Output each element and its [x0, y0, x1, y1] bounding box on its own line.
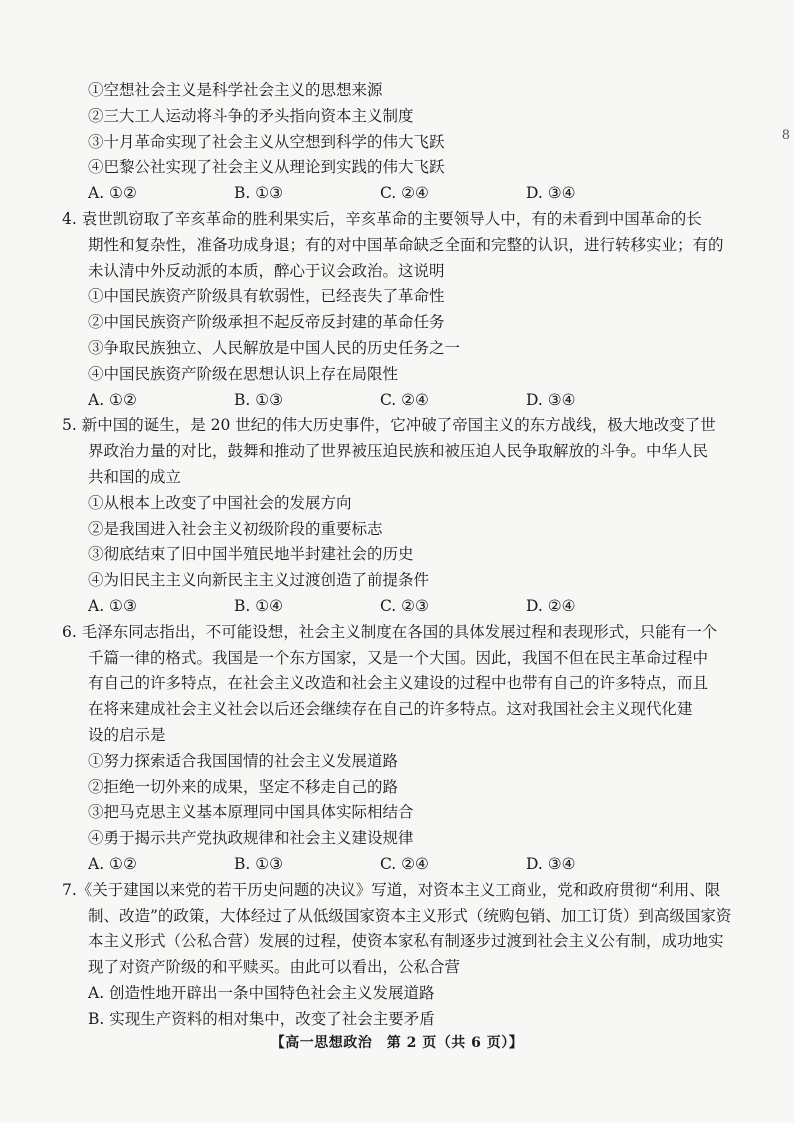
question-4 [62, 207, 724, 413]
q5-choice-c[interactable]: C. ②③ [380, 596, 429, 615]
q5-stem-line-3: 共和国的成立 [88, 467, 182, 486]
q6-stem-line-2: 千篇一律的格式。我国是一个东方国家，又是一个大国。因此，我国不但在民主革命过程中 [88, 648, 709, 667]
q4-choice-b[interactable]: B. ①③ [234, 390, 284, 409]
q7-stem-line-3: 本主义形式（公私合营）发展的过程，使资本家私有制逐步过渡到社会主义公有制，成功地实 [88, 932, 724, 951]
q4-option-4: ④中国民族资产阶级在思想认识上存在局限性 [88, 364, 399, 383]
q3-option-3: ③十月革命实现了社会主义从空想到科学的伟大飞跃 [88, 132, 445, 151]
edge-mark: 8 [781, 128, 790, 143]
q7-stem-line-2: 制、改造”的政策，大体经过了从低级国家资本主义形式（统购包销、加工订货）到高级国家资 [88, 906, 732, 925]
exam-page [62, 78, 732, 1032]
q4-option-1: ①中国民族资产阶级具有软弱性，已经丧失了革命性 [88, 287, 445, 306]
q3-choice-a[interactable]: A. ①② [88, 184, 137, 203]
q6-stem-line-1: 6. 毛泽东同志指出，不可能设想，社会主义制度在各国的具体发展过程和表现形式，只能有一个 [62, 622, 718, 641]
q5-option-4: ④为旧民主主义向新民主主义过渡创造了前提条件 [88, 571, 430, 590]
q6-stem-line-4: 在将来建成社会主义社会以后还会继续存在自己的许多特点。这对我国社会主义现代化建 [88, 700, 693, 719]
q3-option-4: ④巴黎公社实现了社会主义从理论到实践的伟大飞跃 [88, 158, 445, 177]
q3-choice-b[interactable]: B. ①③ [234, 184, 284, 203]
q6-choices [62, 852, 712, 878]
q5-choice-b[interactable]: B. ①④ [234, 596, 284, 615]
q6-stem-line-3: 有自己的许多特点，在社会主义改造和社会主义建设的过程中也带有自己的许多特点，而且 [88, 674, 709, 693]
question-5 [62, 413, 716, 619]
q5-choice-d[interactable]: D. ②④ [526, 596, 576, 615]
q4-stem-line-1: 4. 袁世凯窃取了辛亥革命的胜利果实后，辛亥革命的主要领导人中，有的未看到中国革命的长 [62, 209, 702, 228]
q7-option-a[interactable]: A. 创造性地开辟出一条中国特色社会主义发展道路 [88, 983, 435, 1002]
q6-option-1: ①努力探索适合我国国情的社会主义发展道路 [88, 751, 399, 770]
q5-stem-line-1: 5. 新中国的诞生，是 20 世纪的伟大历史事件，它冲破了帝国主义的东方战线，极大地改变了世 [62, 416, 716, 435]
q6-choice-d[interactable]: D. ③④ [526, 854, 576, 873]
q5-option-3: ③彻底结束了旧中国半殖民地半封建社会的历史 [88, 545, 414, 564]
q6-option-4: ④勇于揭示共产党执政规律和社会主义建设规律 [88, 829, 414, 848]
q4-choices [62, 388, 712, 414]
q5-option-1: ①从根本上改变了中国社会的发展方向 [88, 493, 352, 512]
q3-choice-c[interactable]: C. ②④ [380, 184, 429, 203]
q6-choice-c[interactable]: C. ②④ [380, 854, 429, 873]
q4-option-2: ②中国民族资产阶级承担不起反帝反封建的革命任务 [88, 313, 445, 332]
q4-stem-line-3: 未认清中外反动派的本质，醉心于议会政治。这说明 [88, 261, 445, 280]
question-6 [62, 620, 718, 878]
q3-choice-d[interactable]: D. ③④ [526, 184, 576, 203]
q6-option-3: ③把马克思主义基本原理同中国具体实际相结合 [88, 803, 414, 822]
q7-stem-line-4: 现了对资产阶级的和平赎买。由此可以看出，公私合营 [88, 958, 461, 977]
q3-option-2: ②三大工人运动将斗争的矛头指向资本主义制度 [88, 106, 414, 125]
q5-choice-a[interactable]: A. ①③ [88, 596, 137, 615]
q3-choices [62, 181, 712, 207]
q5-option-2: ②是我国进入社会主义初级阶段的重要标志 [88, 519, 383, 538]
q4-choice-d[interactable]: D. ③④ [526, 390, 576, 409]
q6-stem-line-5: 设的启示是 [88, 725, 166, 744]
q7-option-b[interactable]: B. 实现生产资料的相对集中，改变了社会主要矛盾 [88, 1009, 435, 1028]
q4-stem-line-2: 期性和复杂性，准备功成身退；有的对中国革命缺乏全面和完整的认识，进行转移实业；有的 [88, 235, 724, 254]
q6-choice-a[interactable]: A. ①② [88, 854, 137, 873]
q6-option-2: ②拒绝一切外来的成果，坚定不移走自己的路 [88, 777, 399, 796]
question-3 [62, 78, 712, 207]
q7-stem-line-1: 7.《关于建国以来党的若干历史问题的决议》写道，对资本主义工商业，党和政府贯彻“利用、限 [62, 880, 721, 899]
page-footer: 【高一思想政治 第 2 页（共 6 页）】 [270, 1035, 524, 1051]
q3-option-1: ①空想社会主义是科学社会主义的思想来源 [88, 81, 383, 99]
q6-choice-b[interactable]: B. ①③ [234, 854, 284, 873]
question-7 [62, 878, 732, 1033]
q4-choice-c[interactable]: C. ②④ [380, 390, 429, 409]
q4-option-3: ③争取民族独立、人民解放是中国人民的历史任务之一 [88, 338, 461, 357]
q5-stem-line-2: 界政治力量的对比，鼓舞和推动了世界被压迫民族和被压迫人民争取解放的斗争。中华人民 [88, 442, 709, 461]
q4-choice-a[interactable]: A. ①② [88, 390, 137, 409]
q5-choices [62, 594, 712, 620]
